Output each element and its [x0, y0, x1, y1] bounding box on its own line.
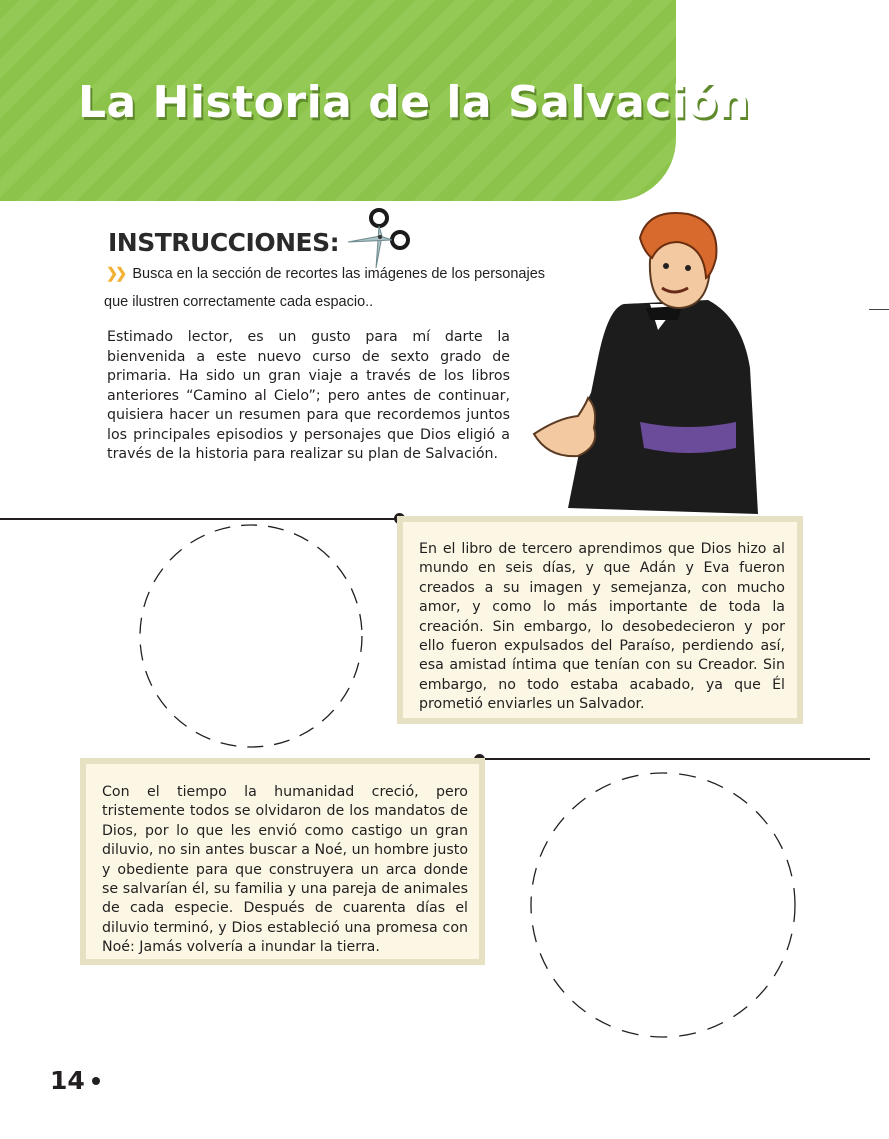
instruction-line-1: ❯❯ Busca en la sección de recortes las imágenes de los personajes [106, 266, 546, 282]
intro-paragraph: Estimado lector, es un gusto para mí darte la bienvenida a este nuevo curso de sexto grado de primaria. Ha sido un gran viaje a través de los libros anteriores “Camino al Cielo”; pero antes de continuar, quisiera hacer un resumen para que recordemos juntos los principales episodios y personajes que Dios eligió a través de la historia para realizar su plan de Salvación. [107, 329, 510, 462]
instruction-line-2: que ilustren correctamente cada espacio.. [104, 294, 374, 310]
divider-line-2 [480, 758, 870, 760]
story-text-creation: En el libro de tercero aprendimos que Dios hizo al mundo en seis días, y que Adán y Eva fueron creados a su imagen y semejanza, con mucho amor, y como lo más importante de toda la creación. Sin embargo, lo desobedecieron y por ello fueron expulsados del Paraíso, perdiendo así, esa amistad íntima que tenían con su Creador. Sin embargo, no todo estaba acabado, ya que Él prometió enviarles un Salvador. [419, 541, 785, 713]
double-arrow-icon: ❯❯ [106, 266, 125, 282]
story-text-flood: Con el tiempo la humanidad creció, pero tristemente todos se olvidaron de los mandatos de Dios, por lo que les envió como castigo un gran diluvio, no sin antes buscar a Noé, un hombre justo y obediente para que construyera un arca donde se salvarían él, su familia y una pareja de animales de cada especie. Después de cuarenta días el diluvio terminó, y Dios estableció una promesa con Noé: Jamás volvería a inundar la tierra. [102, 784, 468, 956]
page-number-dot [92, 1077, 100, 1085]
page-title: La Historia de la Salvación [78, 77, 750, 128]
story-card-creation [397, 516, 803, 724]
cutout-circle-placeholder-2 [525, 767, 801, 1043]
story-card-flood [80, 758, 485, 965]
instructions-heading: INSTRUCCIONES: [108, 228, 340, 257]
cutout-circle-placeholder-1 [131, 516, 371, 756]
page-number: 14 [50, 1066, 85, 1095]
scissors-icon [346, 206, 412, 270]
margin-tick [869, 309, 889, 310]
priest-illustration [528, 208, 764, 514]
